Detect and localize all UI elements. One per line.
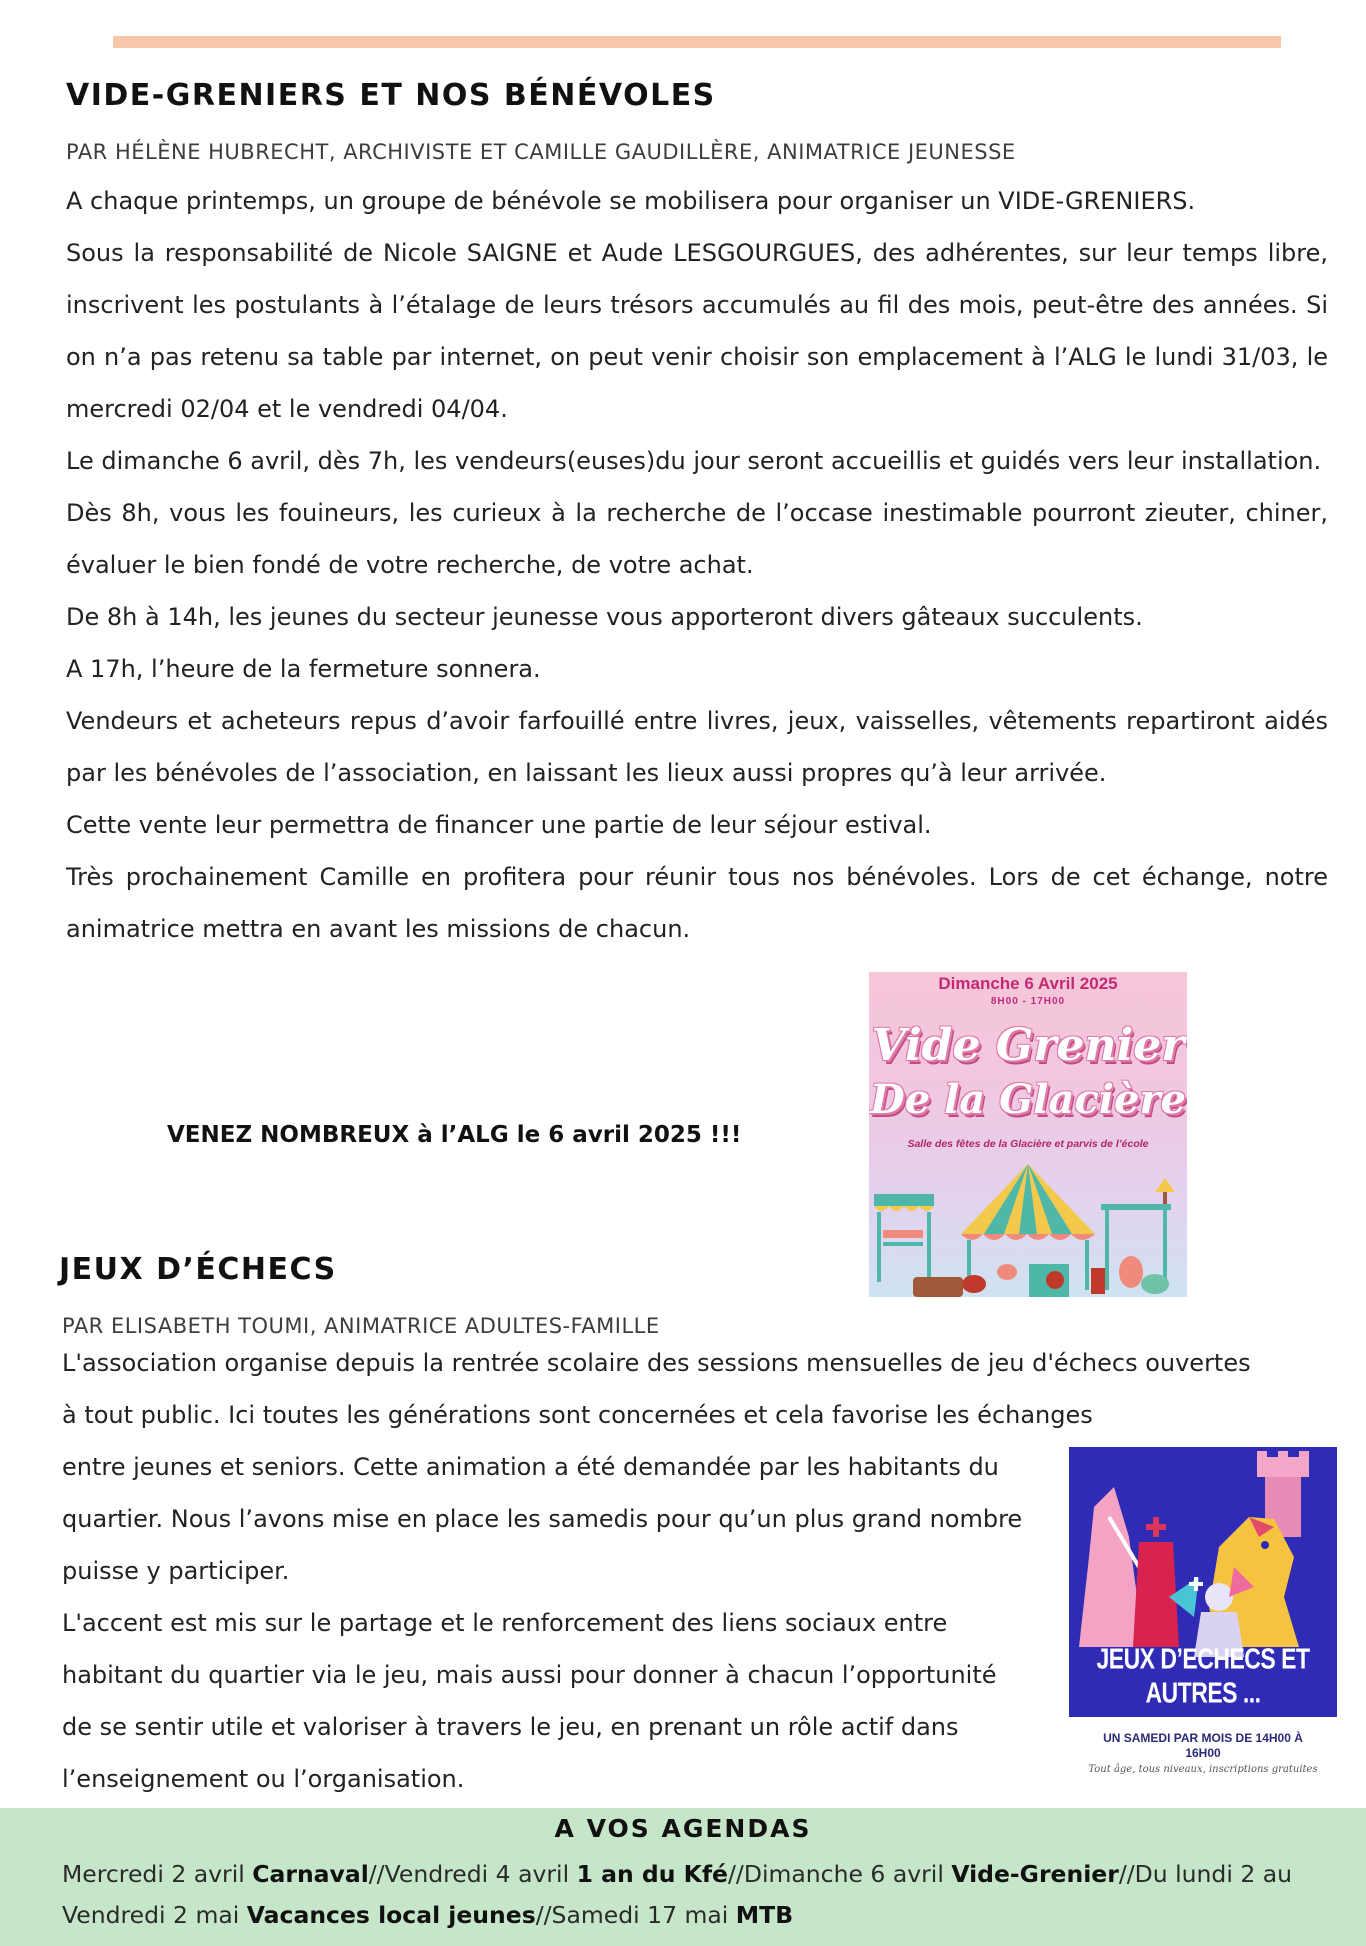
- agenda-list: [62, 1854, 1342, 1936]
- chess-poster-title: JEUX D’ECHECS ET AUTRES ...: [1096, 1642, 1310, 1709]
- poster-hours: 8H00 - 17H00: [990, 996, 1066, 1007]
- poster-date: Dimanche 6 Avril 2025: [938, 974, 1118, 993]
- section-body-wrapped: [62, 1441, 1062, 1805]
- agenda-separator: //: [1118, 1860, 1135, 1888]
- text-line: puisse y participer.: [62, 1557, 290, 1585]
- poster-title-line1: Vide Grenier: [871, 1020, 1185, 1071]
- agenda-event: Carnaval: [252, 1860, 369, 1888]
- poster-venue: Salle des fêtes de la Glacière et parvis de l’école: [907, 1138, 1149, 1150]
- text-line: de se sentir utile et valoriser à travers le jeu, en prenant un rôle actif dans: [62, 1713, 959, 1741]
- section-title-vide-greniers: VIDE-GRENIERS ET NOS BÉNÉVOLES: [66, 78, 716, 113]
- chess-poster: [1069, 1447, 1337, 1717]
- text-line: habitant du quartier via le jeu, mais aussi pour donner à chacun l’opportunité: [62, 1661, 997, 1689]
- agenda-banner: [0, 1808, 1366, 1946]
- agenda-date: Dimanche 6 avril: [743, 1860, 952, 1888]
- text-line: entre jeunes et seniors. Cette animation a été demandée par les habitants du: [62, 1453, 999, 1481]
- top-accent-bar: [113, 36, 1281, 48]
- section-body: [66, 175, 1328, 955]
- section-byline: PAR ELISABETH TOUMI, ANIMATRICE ADULTES-FAMILLE: [62, 1314, 660, 1338]
- text-line: l’enseignement ou l’organisation.: [62, 1765, 465, 1793]
- paragraph: A chaque printemps, un groupe de bénévole se mobilisera pour organiser un VIDE-GRENIERS.: [66, 187, 1196, 215]
- paragraph: Vendeurs et acheteurs repus d’avoir farfouillé entre livres, jeux, vaisselles, vêtements repartiront aidés par les bénévoles de l’association, en laissant les lieux aussi propres qu’à leur arrivée.: [66, 707, 1328, 787]
- chess-poster-subtitle-line1: UN SAMEDI PAR MOIS DE 14H00 À: [1103, 1731, 1303, 1745]
- call-to-action: VENEZ NOMBREUX à l’ALG le 6 avril 2025 !!!: [167, 1122, 742, 1148]
- section-byline: PAR HÉLÈNE HUBRECHT, ARCHIVISTE ET CAMILLE GAUDILLÈRE, ANIMATRICE JEUNESSE: [66, 140, 1016, 164]
- agenda-event: Vide-Grenier: [951, 1860, 1119, 1888]
- agenda-date: Du lundi 2 au Vendredi 2 mai: [62, 1860, 1293, 1929]
- agenda-title: A VOS AGENDAS: [554, 1814, 812, 1843]
- text-line: à tout public. Ici toutes les générations sont concernées et cela favorise les échanges: [62, 1401, 1093, 1429]
- section-title-jeux-echecs: JEUX D’ÉCHECS: [59, 1252, 337, 1287]
- agenda-separator: //: [535, 1901, 552, 1929]
- agenda-date: Mercredi 2 avril: [62, 1860, 253, 1888]
- market-stalls-illustration: [869, 972, 1187, 1297]
- text-line: L'association organise depuis la rentrée scolaire des sessions mensuelles de jeu d'échecs ouvertes: [62, 1349, 1251, 1377]
- agenda-event: 1 an du Kfé: [576, 1860, 728, 1888]
- vide-grenier-poster: [869, 972, 1187, 1297]
- agenda-event: MTB: [735, 1901, 794, 1929]
- paragraph: Le dimanche 6 avril, dès 7h, les vendeurs(euses)du jour seront accueillis et guidés vers leur installation.: [66, 447, 1322, 475]
- chess-poster-tagline: Tout âge, tous niveaux, inscriptions gratuites: [1088, 1764, 1318, 1775]
- text-line: quartier. Nous l’avons mise en place les samedis pour qu’un plus grand nombre: [62, 1505, 1023, 1533]
- poster-title-line2: De la Glacière: [870, 1076, 1186, 1123]
- paragraph: Dès 8h, vous les fouineurs, les curieux à la recherche de l’occase inestimable pourront zieuter, chiner, évaluer le bien fondé de votre recherche, de votre achat.: [66, 499, 1328, 579]
- paragraph: De 8h à 14h, les jeunes du secteur jeunesse vous apporteront divers gâteaux succulents.: [66, 603, 1143, 631]
- text-line: L'accent est mis sur le partage et le renforcement des liens sociaux entre: [62, 1609, 948, 1637]
- chess-poster-subtitle-line2: 16H00: [1185, 1746, 1221, 1760]
- chess-poster-subtitle: [1069, 1731, 1337, 1761]
- section-body-top: [62, 1337, 1342, 1441]
- agenda-date: Vendredi 4 avril: [384, 1860, 577, 1888]
- paragraph: A 17h, l’heure de la fermeture sonnera.: [66, 655, 541, 683]
- paragraph: Cette vente leur permettra de financer une partie de leur séjour estival.: [66, 811, 932, 839]
- paragraph: Sous la responsabilité de Nicole SAIGNE et Aude LESGOURGUES, des adhérentes, sur leur temps libre, inscrivent les postulants à l’étalage de leurs trésors accumulés au fil des mois, peut-être des années. Si on n’a pas retenu sa table par internet, on peut venir choisir son emplacement à l’ALG le lundi 31/03, le mercredi 02/04 et le vendredi 04/04.: [66, 239, 1328, 423]
- agenda-event: Vacances local jeunes: [246, 1901, 536, 1929]
- agenda-date: Samedi 17 mai: [551, 1901, 736, 1929]
- agenda-separator: //: [728, 1860, 744, 1888]
- agenda-separator: //: [368, 1860, 385, 1888]
- paragraph: Très prochainement Camille en profitera pour réunir tous nos bénévoles. Lors de cet échange, notre animatrice mettra en avant les missions de chacun.: [66, 863, 1328, 943]
